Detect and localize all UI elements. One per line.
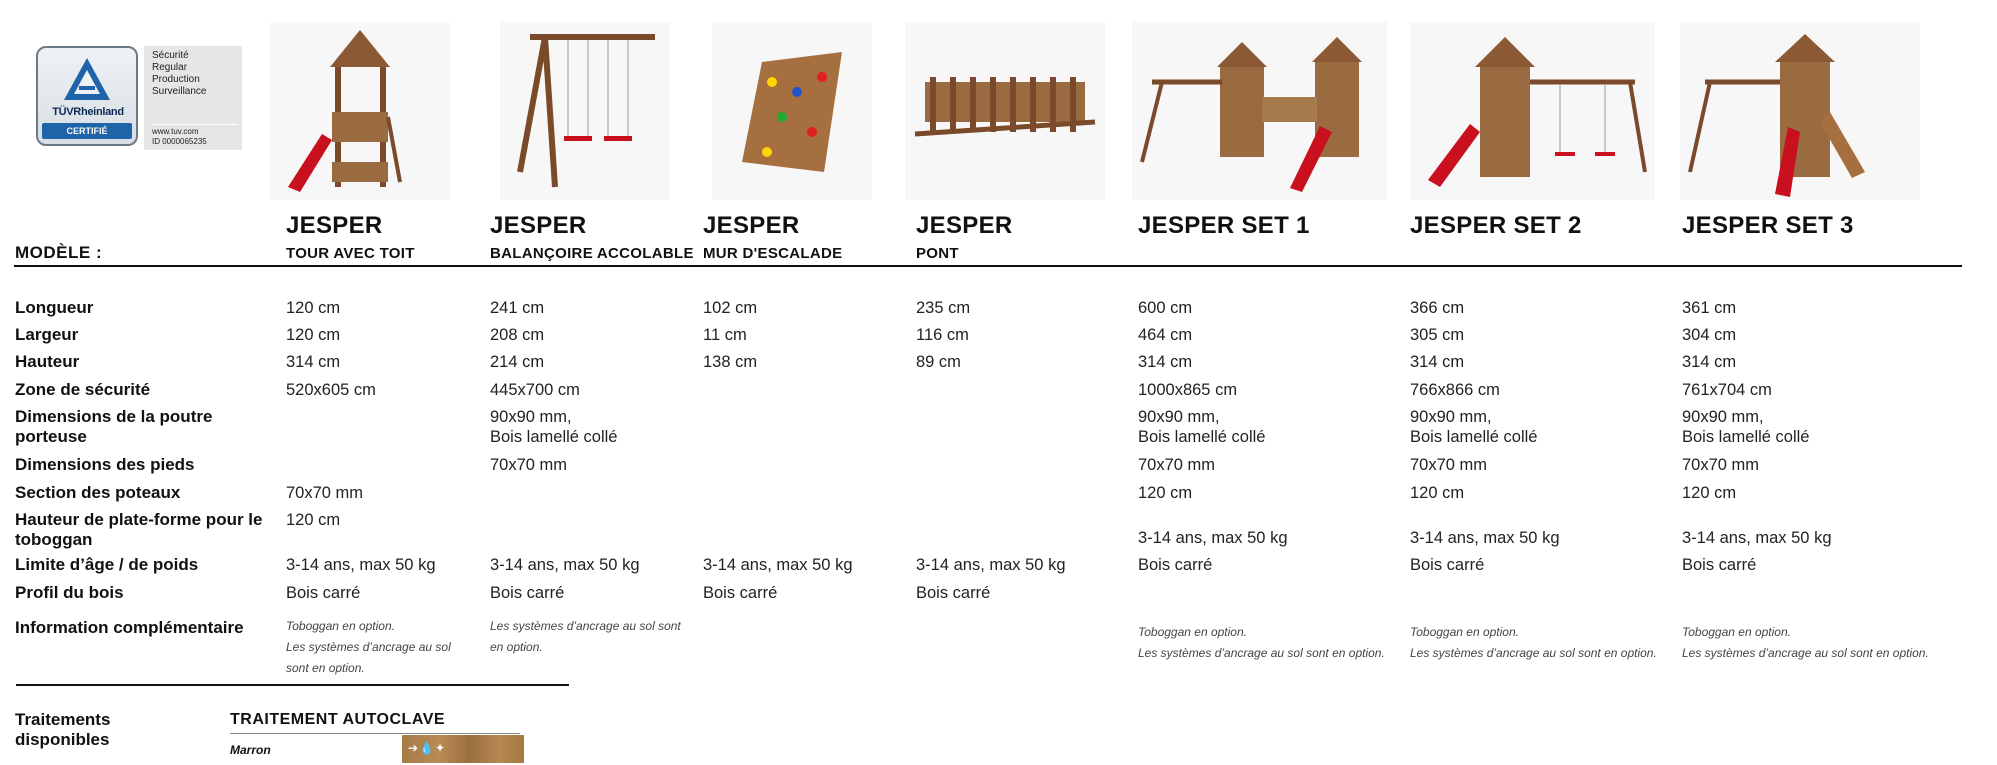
info-note-col2: Les systèmes d’ancrage au sol sont en option.: [490, 619, 681, 654]
spec-value-zone: 520x605 cm: [286, 381, 376, 399]
product-image-set-1: [1132, 22, 1387, 200]
spec-value-hauteur: 138 cm: [703, 353, 758, 371]
spec-value-limite: 3-14 ans, max 50 kg: [490, 556, 640, 574]
spec-value-limite: Bois carré: [1138, 556, 1213, 574]
spec-value-largeur: 208 cm: [490, 326, 545, 344]
spec-value-longueur: 120 cm: [286, 299, 341, 317]
spec-value-pieds: 70x70 mm: [1138, 456, 1216, 474]
product-image-set-2: [1410, 22, 1655, 200]
product-image-tower: [270, 22, 450, 200]
spec-value-plateforme: 3-14 ans, max 50 kg: [1682, 529, 1832, 547]
treatment-divider: [230, 733, 520, 734]
spec-value-longueur: 235 cm: [916, 299, 971, 317]
product-name: JESPER SET 3: [1682, 212, 1854, 239]
certification-info: [144, 46, 242, 150]
row-label-limite: Limite d’âge / de poids: [15, 555, 199, 574]
spec-value-poutre-1: 90x90 mm,: [1138, 408, 1220, 426]
spec-value-poteaux: 120 cm: [1682, 484, 1737, 502]
spec-value-hauteur: 314 cm: [1138, 353, 1193, 371]
treatment-color-name: Marron: [230, 743, 271, 757]
spec-value-longueur: 102 cm: [703, 299, 758, 317]
product-subtitle: MUR D'ESCALADE: [703, 245, 843, 262]
product-subtitle: BALANÇOIRE ACCOLABLE: [490, 245, 694, 262]
treatment-icons: ➔💧✦: [408, 741, 447, 755]
row-label-poutre: Dimensions de la poutre porteuse: [15, 407, 213, 446]
tuv-triangle-icon: [62, 56, 112, 104]
spec-value-poteaux: 120 cm: [1410, 484, 1465, 502]
spec-value-pieds: 70x70 mm: [490, 456, 568, 474]
spec-value-poutre-2: Bois lamellé collé: [1138, 428, 1266, 446]
spec-value-profil: Bois carré: [490, 584, 565, 602]
spec-value-pieds: 70x70 mm: [1410, 456, 1488, 474]
row-label-plateforme: Hauteur de plate-forme pour le toboggan: [15, 510, 263, 549]
spec-value-profil: Bois carré: [703, 584, 778, 602]
spec-value-hauteur: 89 cm: [916, 353, 961, 371]
spec-value-poutre-1: 90x90 mm,: [1682, 408, 1764, 426]
certified-badge: CERTIFIÉ: [42, 123, 132, 139]
spec-value-longueur: 600 cm: [1138, 299, 1193, 317]
spec-value-hauteur: 214 cm: [490, 353, 545, 371]
product-image-bridge: [905, 22, 1105, 200]
spec-value-poutre-1: 90x90 mm,: [1410, 408, 1492, 426]
product-name: JESPER SET 1: [1138, 212, 1310, 239]
treatment-color-swatch: [402, 735, 524, 763]
info-note-col5: Toboggan en option. Les systèmes d’ancrage au sol sont en option.: [1138, 625, 1385, 660]
spec-value-plateforme: 3-14 ans, max 50 kg: [1138, 529, 1288, 547]
row-label-poteaux: Section des poteaux: [15, 483, 181, 502]
spec-value-hauteur: 314 cm: [286, 353, 341, 371]
treatment-title: TRAITEMENT AUTOCLAVE: [230, 711, 446, 728]
spec-value-zone: 761x704 cm: [1682, 381, 1772, 399]
info-note-col1: Toboggan en option. Les systèmes d’ancrage au sol sont en option.: [286, 619, 451, 675]
product-image-set-3: [1680, 22, 1920, 200]
tuv-logo: [36, 46, 138, 146]
spec-value-largeur: 464 cm: [1138, 326, 1193, 344]
spec-value-limite: 3-14 ans, max 50 kg: [703, 556, 853, 574]
cert-line: Sécurité: [152, 50, 189, 61]
cert-website: www.tuv.com: [152, 127, 199, 136]
product-name: JESPER: [490, 212, 587, 239]
spec-value-longueur: 361 cm: [1682, 299, 1737, 317]
spec-value-largeur: 304 cm: [1682, 326, 1737, 344]
spec-value-zone: 766x866 cm: [1410, 381, 1500, 399]
spec-value-limite: Bois carré: [1682, 556, 1757, 574]
product-name: JESPER: [916, 212, 1013, 239]
spec-value-longueur: 241 cm: [490, 299, 545, 317]
spec-value-largeur: 116 cm: [916, 326, 969, 344]
spec-value-longueur: 366 cm: [1410, 299, 1465, 317]
spec-value-poutre-2: Bois lamellé collé: [1682, 428, 1810, 446]
section-divider: [16, 684, 569, 686]
spec-value-profil: Bois carré: [916, 584, 991, 602]
spec-value-poutre-2: Bois lamellé collé: [490, 428, 618, 446]
info-note-col6: Toboggan en option. Les systèmes d’ancrage au sol sont en option.: [1410, 625, 1657, 660]
cert-line: Surveillance: [152, 86, 207, 97]
spec-value-zone: 445x700 cm: [490, 381, 580, 399]
spec-value-poutre-1: 90x90 mm,: [490, 408, 572, 426]
row-label-largeur: Largeur: [15, 325, 79, 344]
cert-line: Regular: [152, 62, 188, 73]
spec-value-hauteur: 314 cm: [1410, 353, 1465, 371]
product-image-climbing-wall: [712, 22, 872, 200]
row-label-longueur: Longueur: [15, 298, 94, 317]
tuv-brand: TÜVRheinland: [52, 106, 124, 118]
product-name: JESPER: [703, 212, 800, 239]
spec-value-poutre-2: Bois lamellé collé: [1410, 428, 1538, 446]
spec-value-limite: Bois carré: [1410, 556, 1485, 574]
row-label-hauteur: Hauteur: [15, 352, 80, 371]
spec-value-limite: 3-14 ans, max 50 kg: [916, 556, 1066, 574]
spec-value-pieds: 70x70 mm: [1682, 456, 1760, 474]
info-note-col7: Toboggan en option. Les systèmes d’ancrage au sol sont en option.: [1682, 625, 1929, 660]
product-subtitle: TOUR AVEC TOIT: [286, 245, 415, 262]
row-label-info: Information complémentaire: [15, 618, 244, 637]
spec-value-largeur: 120 cm: [286, 326, 341, 344]
spec-value-largeur: 305 cm: [1410, 326, 1465, 344]
spec-value-poteaux: 70x70 mm: [286, 484, 364, 502]
row-label-pieds: Dimensions des pieds: [15, 455, 195, 474]
treatments-label: Traitements disponibles: [15, 710, 111, 749]
spec-value-poteaux: 120 cm: [1138, 484, 1193, 502]
product-subtitle: PONT: [916, 245, 959, 262]
product-name: JESPER: [286, 212, 383, 239]
cert-id: ID 0000065235: [152, 137, 207, 146]
spec-value-plateforme: 3-14 ans, max 50 kg: [1410, 529, 1560, 547]
spec-value-largeur: 11 cm: [703, 326, 747, 344]
row-label-zone: Zone de sécurité: [15, 380, 151, 399]
spec-value-zone: 1000x865 cm: [1138, 381, 1238, 399]
header-divider: [14, 265, 1962, 267]
tuv-certification-badge: [36, 46, 242, 150]
model-label: MODÈLE :: [15, 243, 103, 262]
row-label-profil: Profil du bois: [15, 583, 124, 602]
spec-value-limite: 3-14 ans, max 50 kg: [286, 556, 436, 574]
spec-value-hauteur: 314 cm: [1682, 353, 1737, 371]
spec-value-plateforme: 120 cm: [286, 511, 341, 529]
spec-value-profil: Bois carré: [286, 584, 361, 602]
product-name: JESPER SET 2: [1410, 212, 1582, 239]
product-image-swing: [500, 22, 670, 200]
cert-line: Production: [152, 74, 200, 85]
